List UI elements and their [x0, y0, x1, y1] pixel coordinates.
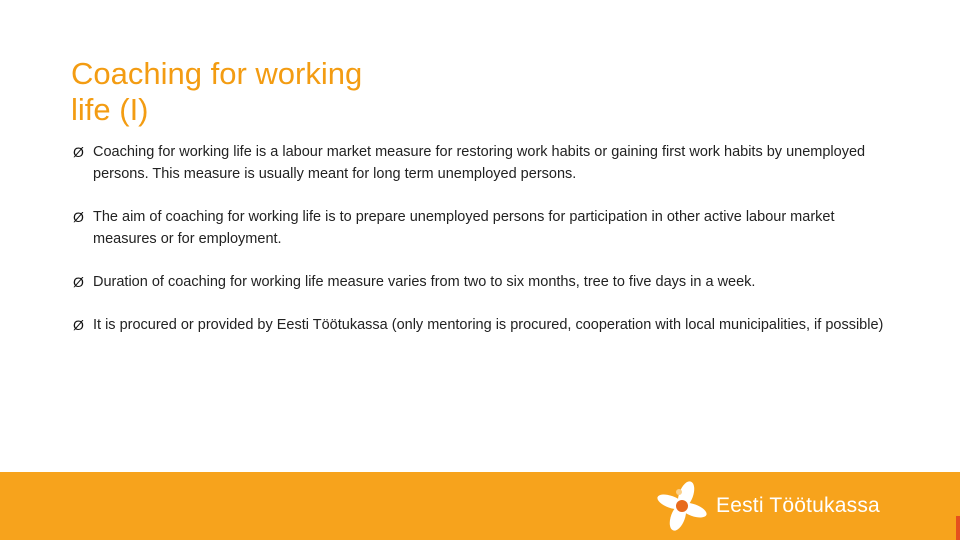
bullet-text: Duration of coaching for working life measure varies from two to six months, tree to five days in a week. [93, 274, 756, 290]
arrow-bullet-icon: Ø [73, 274, 84, 290]
bullet-text: The aim of coaching for working life is to prepare unemployed persons for participation in other active labour market measures or for employment. [93, 209, 835, 247]
bullet-item [73, 271, 893, 293]
bullet-item [73, 206, 893, 250]
bullet-item [73, 141, 893, 185]
brand-name: Eesti Töötukassa [716, 494, 880, 517]
bullet-text: It is procured or provided by Eesti Töötukassa (only mentoring is procured, cooperation with local municipalities, if possible) [93, 317, 884, 333]
bullet-item [73, 314, 893, 336]
slide-title-line-1: Coaching for working [71, 56, 363, 91]
bullet-list [73, 141, 893, 357]
arrow-bullet-icon: Ø [73, 144, 84, 160]
slide-title [71, 56, 491, 128]
eesti-tootukassa-logo-icon [654, 480, 710, 532]
arrow-bullet-icon: Ø [73, 317, 84, 333]
bullet-text: Coaching for working life is a labour market measure for restoring work habits or gaining first work habits by unemployed persons. This measure is usually meant for long term unemployed persons. [93, 144, 866, 182]
slide-title-line-2: life (I) [71, 92, 149, 127]
footer-accent [956, 516, 960, 540]
arrow-bullet-icon: Ø [73, 209, 84, 225]
